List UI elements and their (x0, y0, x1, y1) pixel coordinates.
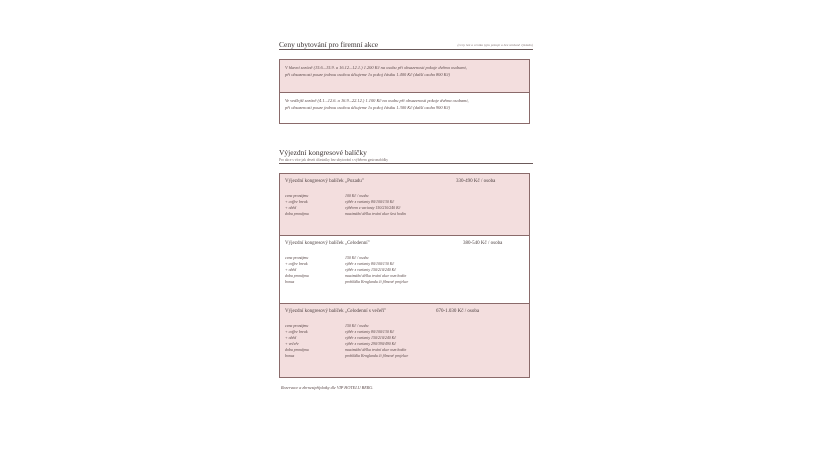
package-row: bonus prohlídka Krnglandu či filmové projekce (285, 354, 409, 358)
high-season-price-cell (280, 60, 529, 92)
package-row: bonus prohlídka Krnglandu či filmové projekce (285, 280, 409, 284)
package-row: + oběd výběr z varianty 150/210/240 Kč (285, 336, 397, 340)
package-row: doba pronájmu maximální délka trvání akce šest hodin (285, 212, 406, 216)
package-price: 380-540 Kč / osoba (463, 241, 503, 246)
package-row: cena pronájmu 150 Kč / osobu (285, 324, 369, 328)
package-row: doba pronájmu maximální délka trvání akce osm hodin (285, 274, 407, 278)
packages-box (279, 173, 530, 378)
section-accommodation-title: Ceny ubytování pro firemní akce (279, 40, 379, 49)
package-pozadu (280, 174, 529, 235)
section-packages-subtitle: Pro akce s více jak deseti účastníky bez ubytování s výběrem gastronabídky (279, 158, 389, 162)
section-packages-title: Výjezdní kongresové balíčky (279, 148, 367, 157)
package-name: Výjezdní kongresový balíček „Celodenní" (285, 241, 370, 246)
package-row: + oběd výběr z varianty 150/210/240 Kč (285, 268, 397, 272)
section-accommodation-header (279, 40, 533, 50)
package-row: + oběd výběrem z varianty 150/210/240 Kč (285, 206, 401, 210)
package-name: Výjezdní kongresový balíček „Celodenní s večeří" (285, 309, 387, 314)
low-season-line-2: při obsazenosti pouze jednou osobou účtujeme 1x pokoj částku 1.300 Kč (další osoba 900 Kč) (285, 105, 450, 110)
section-packages-header (279, 148, 533, 164)
section-accommodation-note: (ceny hot a cenika typu pokoje a bez snídaně výkladu) (457, 43, 533, 47)
high-season-line-2: při obsazenosti pouze jednou osobou účtujeme 1x pokoj částku 1.400 Kč (další osoba 800 Kč) (285, 72, 450, 77)
package-row: doba pronájmu maximální délka trvání akce osm hodin (285, 348, 407, 352)
package-row: + večeře výběr z varianty 290/390/490 Kč (285, 342, 397, 346)
package-row: cena pronájmu 150 Kč / osobu (285, 256, 369, 260)
low-season-line-1: Ve vedlejší sezóně (4.1.–12.6. a 16.9.–22.12.) 1.100 Kč na osobu při obsazenosti pokoje dvěma osobami, (285, 98, 469, 103)
package-price: 330-490 Kč / osoba (456, 179, 496, 184)
accommodation-price-box (279, 59, 530, 124)
package-row: + coffee break výběr z varianty 80/100/130 Kč (285, 262, 395, 266)
package-row: cena pronájmu 100 Kč / osobu (285, 194, 369, 198)
package-row: + coffee break výběr z varianty 80/100/130 Kč (285, 200, 395, 204)
package-name: Výjezdní kongresový balíček „Pozadu" (285, 179, 364, 184)
package-celodenni-s-veceri (280, 303, 529, 377)
package-row: + coffee break výběr z varianty 80/100/130 Kč (285, 330, 395, 334)
high-season-line-1: V hlavní sezóně (15.6.–15.9. a 16.12.–12.1.) 1.200 Kč na osobu při obsazenosti pokoje dvěma osobami, (285, 65, 467, 70)
footer-note: Rezervace a zbrnestpříplatky dle VIP HOTELU BERG. (281, 385, 374, 390)
package-price: 670-1.030 Kč / osoba (436, 309, 480, 314)
low-season-price-cell (280, 92, 529, 123)
package-celodenni (280, 235, 529, 303)
